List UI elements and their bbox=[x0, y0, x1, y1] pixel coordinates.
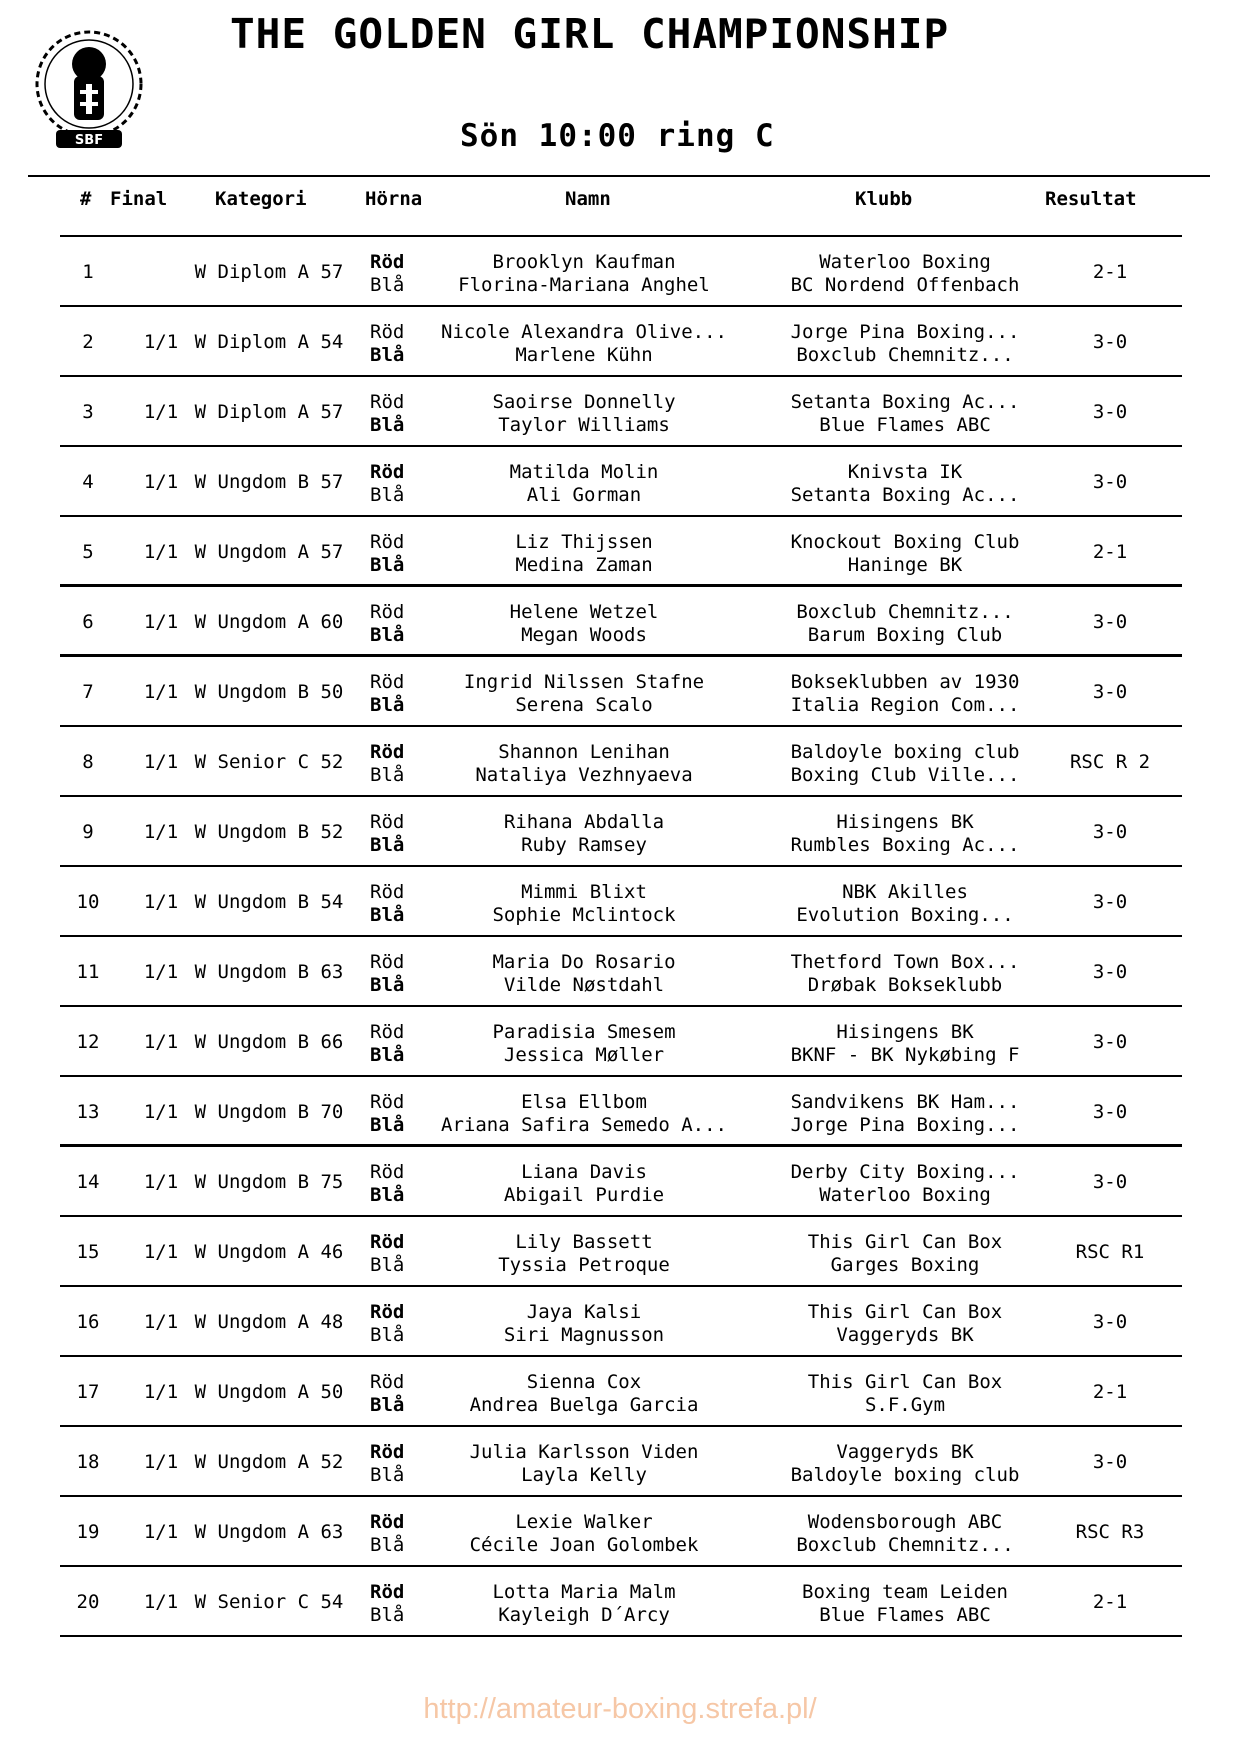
bout-final: 1/1 bbox=[143, 1241, 179, 1263]
red-boxer-club: Knivsta IK bbox=[847, 461, 963, 483]
bout-number: 13 bbox=[76, 1101, 100, 1123]
logo-text: SBF bbox=[74, 133, 104, 148]
bout-result: 2-1 bbox=[1092, 261, 1128, 283]
bout-result: RSC R 2 bbox=[1069, 751, 1151, 773]
bout-final: 1/1 bbox=[143, 1101, 179, 1123]
corner-blue: Blå bbox=[370, 1254, 405, 1276]
red-boxer-club: Setanta Boxing Ac... bbox=[790, 391, 1020, 413]
bout-final: 1/1 bbox=[143, 821, 179, 843]
blue-boxer-name: Cécile Joan Golombek bbox=[469, 1534, 699, 1556]
table-row bbox=[60, 1147, 1182, 1217]
bout-number: 5 bbox=[82, 541, 94, 563]
red-boxer-name: Nicole Alexandra Olive... bbox=[441, 321, 727, 343]
bout-number: 18 bbox=[76, 1451, 100, 1473]
corner-blue: Blå bbox=[370, 1604, 405, 1626]
corner-blue: Blå bbox=[370, 274, 405, 296]
red-boxer-name: Matilda Molin bbox=[509, 461, 659, 483]
red-boxer-club: Wodensborough ABC bbox=[807, 1511, 1003, 1533]
blue-boxer-name: Megan Woods bbox=[521, 624, 647, 646]
corner-red: Röd bbox=[370, 1581, 405, 1603]
bout-final: 1/1 bbox=[143, 1171, 179, 1193]
corner-red: Röd bbox=[370, 1161, 405, 1183]
corner-red: Röd bbox=[370, 391, 405, 413]
blue-boxer-club: Blue Flames ABC bbox=[819, 414, 991, 436]
header-final: Final bbox=[110, 188, 168, 210]
red-boxer-club: Baldoyle boxing club bbox=[790, 741, 1020, 763]
blue-boxer-name: Jessica Møller bbox=[503, 1044, 665, 1066]
bout-final: 1/1 bbox=[143, 471, 179, 493]
red-boxer-club: Hisingens BK bbox=[836, 1021, 974, 1043]
red-boxer-club: NBK Akilles bbox=[842, 881, 968, 903]
bout-number: 15 bbox=[76, 1241, 100, 1263]
bout-number: 2 bbox=[82, 331, 94, 353]
table-row bbox=[60, 797, 1182, 867]
corner-red: Röd bbox=[370, 531, 405, 553]
bout-category: W Ungdom A 50 bbox=[194, 1381, 344, 1403]
bout-category: W Diplom A 57 bbox=[194, 261, 344, 283]
bout-number: 20 bbox=[76, 1591, 100, 1613]
bout-table bbox=[60, 237, 1182, 1637]
red-boxer-club: This Girl Can Box bbox=[807, 1231, 1003, 1253]
corner-blue: Blå bbox=[370, 344, 405, 366]
bout-result: 3-0 bbox=[1092, 1311, 1128, 1333]
sbf-logo-icon bbox=[26, 26, 152, 152]
corner-red: Röd bbox=[370, 671, 405, 693]
blue-boxer-name: Marlene Kühn bbox=[515, 344, 653, 366]
bout-number: 19 bbox=[76, 1521, 100, 1543]
corner-blue: Blå bbox=[370, 974, 405, 996]
blue-boxer-name: Andrea Buelga Garcia bbox=[469, 1394, 699, 1416]
table-row bbox=[60, 1007, 1182, 1077]
bout-final: 1/1 bbox=[143, 541, 179, 563]
red-boxer-name: Helene Wetzel bbox=[509, 601, 659, 623]
corner-blue: Blå bbox=[370, 554, 405, 576]
bout-result: 2-1 bbox=[1092, 1591, 1128, 1613]
blue-boxer-club: Baldoyle boxing club bbox=[790, 1464, 1020, 1486]
corner-red: Röd bbox=[370, 1231, 405, 1253]
red-boxer-club: Jorge Pina Boxing... bbox=[790, 321, 1020, 343]
bout-category: W Senior C 54 bbox=[194, 1591, 344, 1613]
corner-red: Röd bbox=[370, 461, 405, 483]
bout-number: 3 bbox=[82, 401, 94, 423]
bout-result: 3-0 bbox=[1092, 961, 1128, 983]
corner-blue: Blå bbox=[370, 904, 405, 926]
blue-boxer-club: Drøbak Bokseklubb bbox=[807, 974, 1003, 996]
bout-final: 1/1 bbox=[143, 681, 179, 703]
blue-boxer-club: Boxclub Chemnitz... bbox=[796, 344, 1014, 366]
corner-red: Röd bbox=[370, 1441, 405, 1463]
bout-result: 3-0 bbox=[1092, 891, 1128, 913]
corner-blue: Blå bbox=[370, 1464, 405, 1486]
blue-boxer-club: Blue Flames ABC bbox=[819, 1604, 991, 1626]
blue-boxer-club: Boxing Club Ville... bbox=[790, 764, 1020, 786]
blue-boxer-club: S.F.Gym bbox=[864, 1394, 946, 1416]
corner-blue: Blå bbox=[370, 1324, 405, 1346]
blue-boxer-club: Italia Region Com... bbox=[790, 694, 1020, 716]
bout-category: W Ungdom A 46 bbox=[194, 1241, 344, 1263]
table-row bbox=[60, 1287, 1182, 1357]
red-boxer-name: Paradisia Smesem bbox=[492, 1021, 676, 1043]
corner-red: Röd bbox=[370, 881, 405, 903]
bout-category: W Ungdom A 52 bbox=[194, 1451, 344, 1473]
bout-result: 2-1 bbox=[1092, 541, 1128, 563]
bout-category: W Ungdom A 63 bbox=[194, 1521, 344, 1543]
table-row bbox=[60, 1567, 1182, 1637]
bout-number: 7 bbox=[82, 681, 94, 703]
table-row bbox=[60, 1217, 1182, 1287]
bout-category: W Ungdom B 54 bbox=[194, 891, 344, 913]
corner-blue: Blå bbox=[370, 1044, 405, 1066]
blue-boxer-name: Nataliya Vezhnyaeva bbox=[475, 764, 693, 786]
red-boxer-club: Sandvikens BK Ham... bbox=[790, 1091, 1020, 1113]
corner-blue: Blå bbox=[370, 414, 405, 436]
blue-boxer-club: Setanta Boxing Ac... bbox=[790, 484, 1020, 506]
corner-red: Röd bbox=[370, 1371, 405, 1393]
bout-category: W Diplom A 57 bbox=[194, 401, 344, 423]
corner-blue: Blå bbox=[370, 1394, 405, 1416]
table-row bbox=[60, 657, 1182, 727]
header-horna: Hörna bbox=[365, 188, 423, 210]
red-boxer-name: Liana Davis bbox=[521, 1161, 647, 1183]
bout-result: 3-0 bbox=[1092, 821, 1128, 843]
bout-result: 3-0 bbox=[1092, 681, 1128, 703]
table-row bbox=[60, 1427, 1182, 1497]
bout-result: 3-0 bbox=[1092, 1451, 1128, 1473]
bout-category: W Ungdom B 63 bbox=[194, 961, 344, 983]
table-row bbox=[60, 727, 1182, 797]
bout-category: W Ungdom B 50 bbox=[194, 681, 344, 703]
bout-final: 1/1 bbox=[143, 1381, 179, 1403]
red-boxer-name: Sienna Cox bbox=[526, 1371, 642, 1393]
red-boxer-name: Saoirse Donnelly bbox=[492, 391, 676, 413]
table-row bbox=[60, 1077, 1182, 1147]
red-boxer-name: Jaya Kalsi bbox=[526, 1301, 642, 1323]
bout-final: 1/1 bbox=[143, 1591, 179, 1613]
red-boxer-name: Elsa Ellbom bbox=[521, 1091, 647, 1113]
bout-final: 1/1 bbox=[143, 401, 179, 423]
blue-boxer-name: Ali Gorman bbox=[526, 484, 642, 506]
corner-red: Röd bbox=[370, 811, 405, 833]
blue-boxer-name: Ruby Ramsey bbox=[521, 834, 647, 856]
red-boxer-club: Bokseklubben av 1930 bbox=[790, 671, 1020, 693]
bout-final: 1/1 bbox=[143, 611, 179, 633]
blue-boxer-name: Ariana Safira Semedo A... bbox=[441, 1114, 727, 1136]
blue-boxer-club: BC Nordend Offenbach bbox=[790, 274, 1020, 296]
corner-blue: Blå bbox=[370, 624, 405, 646]
blue-boxer-club: Barum Boxing Club bbox=[807, 624, 1003, 646]
blue-boxer-name: Siri Magnusson bbox=[503, 1324, 665, 1346]
table-row bbox=[60, 1357, 1182, 1427]
bout-result: RSC R3 bbox=[1075, 1521, 1145, 1543]
bout-result: 3-0 bbox=[1092, 1101, 1128, 1123]
red-boxer-club: Derby City Boxing... bbox=[790, 1161, 1020, 1183]
bout-final: 1/1 bbox=[143, 1311, 179, 1333]
red-boxer-club: This Girl Can Box bbox=[807, 1301, 1003, 1323]
bout-final: 1/1 bbox=[143, 751, 179, 773]
corner-blue: Blå bbox=[370, 1534, 405, 1556]
bout-result: 3-0 bbox=[1092, 1171, 1128, 1193]
blue-boxer-name: Vilde Nøstdahl bbox=[503, 974, 665, 996]
blue-boxer-club: Rumbles Boxing Ac... bbox=[790, 834, 1020, 856]
red-boxer-name: Shannon Lenihan bbox=[498, 741, 670, 763]
blue-boxer-name: Abigail Purdie bbox=[503, 1184, 665, 1206]
corner-blue: Blå bbox=[370, 764, 405, 786]
red-boxer-name: Rihana Abdalla bbox=[503, 811, 665, 833]
bout-number: 4 bbox=[82, 471, 94, 493]
bout-number: 10 bbox=[76, 891, 100, 913]
corner-red: Röd bbox=[370, 251, 405, 273]
corner-blue: Blå bbox=[370, 1184, 405, 1206]
red-boxer-name: Lotta Maria Malm bbox=[492, 1581, 676, 1603]
bout-number: 8 bbox=[82, 751, 94, 773]
corner-red: Röd bbox=[370, 1301, 405, 1323]
red-boxer-club: Vaggeryds BK bbox=[836, 1441, 974, 1463]
bout-number: 16 bbox=[76, 1311, 100, 1333]
header-namn: Namn bbox=[565, 188, 611, 210]
red-boxer-club: Waterloo Boxing bbox=[819, 251, 991, 273]
bout-category: W Ungdom A 57 bbox=[194, 541, 344, 563]
bout-number: 11 bbox=[76, 961, 100, 983]
header-resultat: Resultat bbox=[1045, 188, 1137, 210]
blue-boxer-name: Taylor Williams bbox=[498, 414, 670, 436]
corner-red: Röd bbox=[370, 1021, 405, 1043]
red-boxer-name: Lexie Walker bbox=[515, 1511, 653, 1533]
bout-number: 9 bbox=[82, 821, 94, 843]
corner-red: Röd bbox=[370, 321, 405, 343]
bout-final: 1/1 bbox=[143, 331, 179, 353]
table-row bbox=[60, 1497, 1182, 1567]
red-boxer-club: Knockout Boxing Club bbox=[790, 531, 1020, 553]
table-header bbox=[60, 188, 1182, 218]
table-row bbox=[60, 307, 1182, 377]
page-subtitle: Sön 10:00 ring C bbox=[460, 118, 775, 154]
red-boxer-club: Thetford Town Box... bbox=[790, 951, 1020, 973]
corner-red: Röd bbox=[370, 1091, 405, 1113]
bout-final: 1/1 bbox=[143, 961, 179, 983]
corner-red: Röd bbox=[370, 601, 405, 623]
table-row bbox=[60, 517, 1182, 587]
bout-final: 1/1 bbox=[143, 1451, 179, 1473]
bout-category: W Senior C 52 bbox=[194, 751, 344, 773]
red-boxer-name: Maria Do Rosario bbox=[492, 951, 676, 973]
blue-boxer-name: Serena Scalo bbox=[515, 694, 653, 716]
header-kategori: Kategori bbox=[215, 188, 307, 210]
blue-boxer-name: Florina-Mariana Anghel bbox=[458, 274, 710, 296]
red-boxer-club: Hisingens BK bbox=[836, 811, 974, 833]
bout-final: 1/1 bbox=[143, 891, 179, 913]
bout-category: W Ungdom B 66 bbox=[194, 1031, 344, 1053]
bout-number: 1 bbox=[82, 261, 94, 283]
table-row bbox=[60, 237, 1182, 307]
bout-result: 3-0 bbox=[1092, 331, 1128, 353]
bout-category: W Ungdom B 52 bbox=[194, 821, 344, 843]
corner-blue: Blå bbox=[370, 694, 405, 716]
corner-blue: Blå bbox=[370, 834, 405, 856]
bout-category: W Ungdom B 57 bbox=[194, 471, 344, 493]
bout-result: 3-0 bbox=[1092, 1031, 1128, 1053]
blue-boxer-name: Medina Zaman bbox=[515, 554, 653, 576]
bout-category: W Ungdom A 60 bbox=[194, 611, 344, 633]
page-title: THE GOLDEN GIRL CHAMPIONSHIP bbox=[230, 10, 950, 58]
bout-number: 12 bbox=[76, 1031, 100, 1053]
blue-boxer-club: Haninge BK bbox=[847, 554, 963, 576]
red-boxer-name: Mimmi Blixt bbox=[521, 881, 647, 903]
bout-category: W Ungdom B 75 bbox=[194, 1171, 344, 1193]
red-boxer-name: Lily Bassett bbox=[515, 1231, 653, 1253]
red-boxer-name: Julia Karlsson Viden bbox=[469, 1441, 699, 1463]
blue-boxer-name: Tyssia Petroque bbox=[498, 1254, 670, 1276]
bout-final: 1/1 bbox=[143, 1521, 179, 1543]
red-boxer-name: Liz Thijssen bbox=[515, 531, 653, 553]
bout-final: 1/1 bbox=[143, 1031, 179, 1053]
blue-boxer-name: Kayleigh D´Arcy bbox=[498, 1604, 670, 1626]
table-row bbox=[60, 447, 1182, 517]
header-klubb: Klubb bbox=[855, 188, 913, 210]
corner-red: Röd bbox=[370, 1511, 405, 1533]
bout-result: 3-0 bbox=[1092, 401, 1128, 423]
footer-url: http://amateur-boxing.strefa.pl/ bbox=[423, 1693, 817, 1725]
bout-result: 2-1 bbox=[1092, 1381, 1128, 1403]
corner-blue: Blå bbox=[370, 1114, 405, 1136]
blue-boxer-name: Sophie Mclintock bbox=[492, 904, 676, 926]
blue-boxer-club: Waterloo Boxing bbox=[819, 1184, 991, 1206]
corner-red: Röd bbox=[370, 951, 405, 973]
top-divider bbox=[28, 175, 1210, 177]
blue-boxer-club: BKNF - BK Nykøbing F bbox=[790, 1044, 1020, 1066]
table-row bbox=[60, 937, 1182, 1007]
bout-category: W Ungdom B 70 bbox=[194, 1101, 344, 1123]
bout-result: 3-0 bbox=[1092, 611, 1128, 633]
header-num: # bbox=[80, 188, 92, 210]
red-boxer-name: Ingrid Nilssen Stafne bbox=[463, 671, 705, 693]
red-boxer-club: Boxclub Chemnitz... bbox=[796, 601, 1014, 623]
bout-number: 6 bbox=[82, 611, 94, 633]
blue-boxer-club: Vaggeryds BK bbox=[836, 1324, 974, 1346]
bout-number: 14 bbox=[76, 1171, 100, 1193]
blue-boxer-name: Layla Kelly bbox=[521, 1464, 647, 1486]
bout-category: W Ungdom A 48 bbox=[194, 1311, 344, 1333]
blue-boxer-club: Boxclub Chemnitz... bbox=[796, 1534, 1014, 1556]
table-row bbox=[60, 377, 1182, 447]
blue-boxer-club: Jorge Pina Boxing... bbox=[790, 1114, 1020, 1136]
table-row bbox=[60, 867, 1182, 937]
bout-number: 17 bbox=[76, 1381, 100, 1403]
bout-category: W Diplom A 54 bbox=[194, 331, 344, 353]
red-boxer-name: Brooklyn Kaufman bbox=[492, 251, 676, 273]
blue-boxer-club: Garges Boxing bbox=[830, 1254, 980, 1276]
red-boxer-club: This Girl Can Box bbox=[807, 1371, 1003, 1393]
corner-red: Röd bbox=[370, 741, 405, 763]
corner-blue: Blå bbox=[370, 484, 405, 506]
red-boxer-club: Boxing team Leiden bbox=[802, 1581, 1008, 1603]
blue-boxer-club: Evolution Boxing... bbox=[796, 904, 1014, 926]
bout-result: 3-0 bbox=[1092, 471, 1128, 493]
table-row bbox=[60, 587, 1182, 657]
bout-result: RSC R1 bbox=[1075, 1241, 1145, 1263]
